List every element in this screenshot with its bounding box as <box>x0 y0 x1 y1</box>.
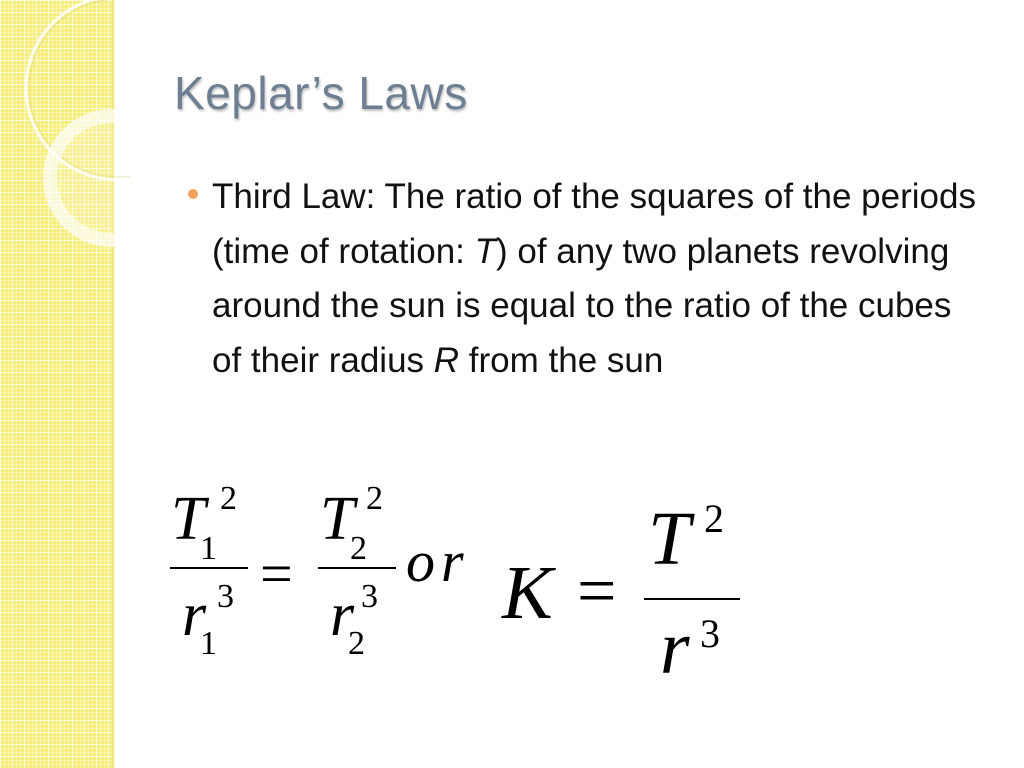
t1-base: T <box>171 485 206 553</box>
r2-base: r <box>330 581 355 649</box>
k-symbol: K <box>502 551 553 635</box>
radius-symbol: R <box>433 340 460 380</box>
r1-subscript: 1 <box>200 625 217 662</box>
bullet-text-part3: from the sun <box>459 340 664 380</box>
fraction-line-right <box>318 567 396 569</box>
r2-subscript: 2 <box>348 625 365 662</box>
or-connector: or <box>406 529 470 594</box>
t2-superscript: 2 <box>366 480 383 517</box>
r1-superscript: 3 <box>217 578 234 615</box>
t2-base: T <box>320 485 355 553</box>
equals-sign-2: = <box>577 553 617 630</box>
t1-subscript: 1 <box>200 530 217 567</box>
bullet-dot-icon <box>188 189 198 199</box>
fraction-line-left <box>170 567 248 569</box>
equals-sign-1: = <box>260 541 293 606</box>
fraction-line-k <box>644 598 740 600</box>
t-base: T <box>648 497 691 581</box>
r-base: r <box>660 606 690 690</box>
bullet-text-part1: Third Law: The ratio of the squares of the periods (time of rotation: <box>212 177 976 271</box>
t2-subscript: 2 <box>350 530 367 567</box>
r-superscript: 3 <box>700 611 720 656</box>
bullet-text-part2: ) of any two planets revolving around the sun is equal to the ratio of the cubes of their radius <box>212 231 952 380</box>
bullet-text <box>212 170 988 388</box>
decorative-circles <box>0 0 130 260</box>
t-superscript: 2 <box>704 496 724 541</box>
t1-superscript: 2 <box>220 480 237 517</box>
period-symbol: T <box>474 231 496 271</box>
slide-title: Keplar’s Laws <box>174 67 468 119</box>
r2-superscript: 3 <box>361 578 378 615</box>
r1-base: r <box>182 581 207 649</box>
